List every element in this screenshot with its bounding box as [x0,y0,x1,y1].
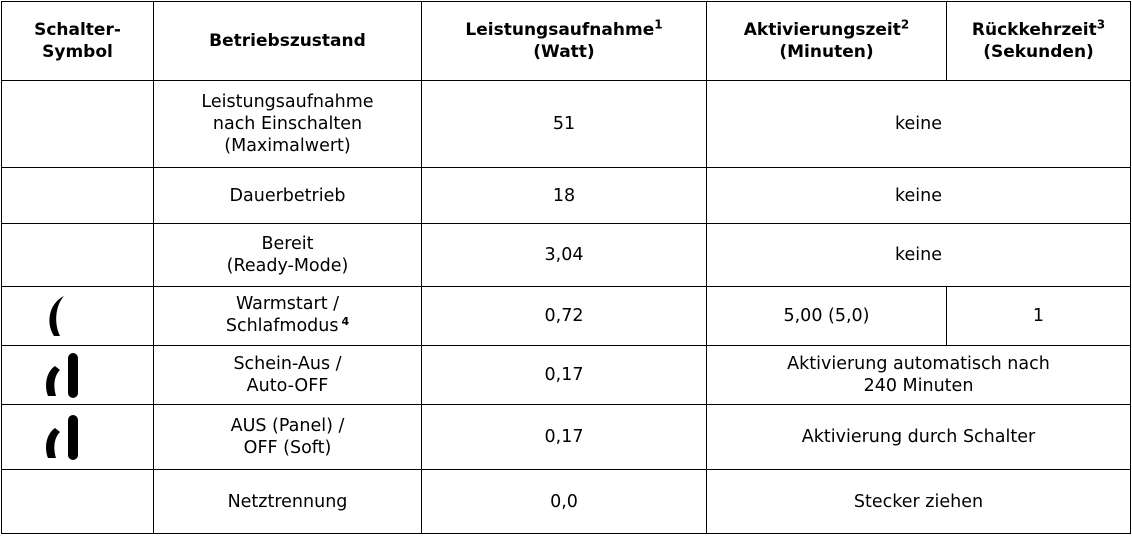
table-row [2,346,1131,405]
return-cell: 1 [947,287,1131,346]
state-line: Auto-OFF [246,376,329,396]
table-row [2,168,1131,224]
table-row [2,287,1131,346]
header-activation-line2: (Minuten) [779,42,874,62]
header-power [422,2,707,81]
state-line: Dauerbetrieb [229,185,346,206]
symbol-cell [2,168,154,224]
state-cell [154,168,422,224]
state-cell [154,346,422,405]
table-row [2,470,1131,534]
state-line: Leistungsaufnahme [201,92,374,112]
header-symbol-line2: Symbol [42,42,113,62]
power-cell: 51 [422,81,707,168]
power-cell: 0,0 [422,470,707,534]
footnote-marker: 2 [900,17,910,32]
header-power-line1: Leistungsaufnahme [465,20,655,40]
power-consumption-table [1,1,1131,534]
state-line: Warmstart / [235,294,340,314]
power-cell: 0,17 [422,346,707,405]
merged-cell: keine [707,168,1131,224]
symbol-cell [2,224,154,287]
table-row [2,81,1131,168]
state-line: OFF (Soft) [243,438,332,458]
merged-cell [707,346,1131,405]
merged-cell: Aktivierung durch Schalter [707,405,1131,470]
symbol-cell [2,405,154,470]
symbol-cell [2,470,154,534]
header-power-line2: (Watt) [533,42,595,62]
power-off-icon [42,412,90,462]
table-row [2,405,1131,470]
state-line: (Maximalwert) [224,136,351,156]
power-cell: 0,17 [422,405,707,470]
state-cell [154,224,422,287]
header-state [154,2,422,81]
header-return [947,2,1131,81]
symbol-cell [2,81,154,168]
header-activation [707,2,947,81]
state-cell [154,470,422,534]
state-cell [154,287,422,346]
symbol-cell [2,346,154,405]
footnote-marker: 1 [654,17,663,32]
power-cell: 3,04 [422,224,707,287]
state-line: (Ready-Mode) [226,256,349,276]
state-line: AUS (Panel) / [230,416,345,436]
state-line: nach Einschalten [212,114,363,134]
header-symbol [2,2,154,81]
power-cell: 18 [422,168,707,224]
merged-line: Aktivierung automatisch nach [787,354,1050,374]
state-line: Schein-Aus / [233,354,342,374]
state-line: Schlafmodus [225,316,339,336]
header-symbol-line1: Schalter- [34,20,121,40]
crescent-moon-icon [42,294,72,338]
header-return-line2: (Sekunden) [983,42,1094,62]
merged-cell: keine [707,81,1131,168]
state-line: Bereit [261,234,314,254]
footnote-marker: 4 [341,315,350,328]
header-state-label: Betriebszustand [209,31,366,51]
power-cell: 0,72 [422,287,707,346]
header-row [2,2,1131,81]
header-activation-line1: Aktivierungszeit [743,20,901,40]
activation-cell: 5,00 (5,0) [707,287,947,346]
power-off-icon [42,350,90,400]
merged-line: 240 Minuten [863,376,974,396]
merged-cell: Stecker ziehen [707,470,1131,534]
state-line: Netztrennung [227,491,348,512]
header-return-line1: Rückkehrzeit [971,20,1097,40]
state-cell [154,405,422,470]
footnote-marker: 3 [1096,17,1106,32]
symbol-cell [2,287,154,346]
table-row [2,224,1131,287]
state-cell [154,81,422,168]
merged-cell: keine [707,224,1131,287]
